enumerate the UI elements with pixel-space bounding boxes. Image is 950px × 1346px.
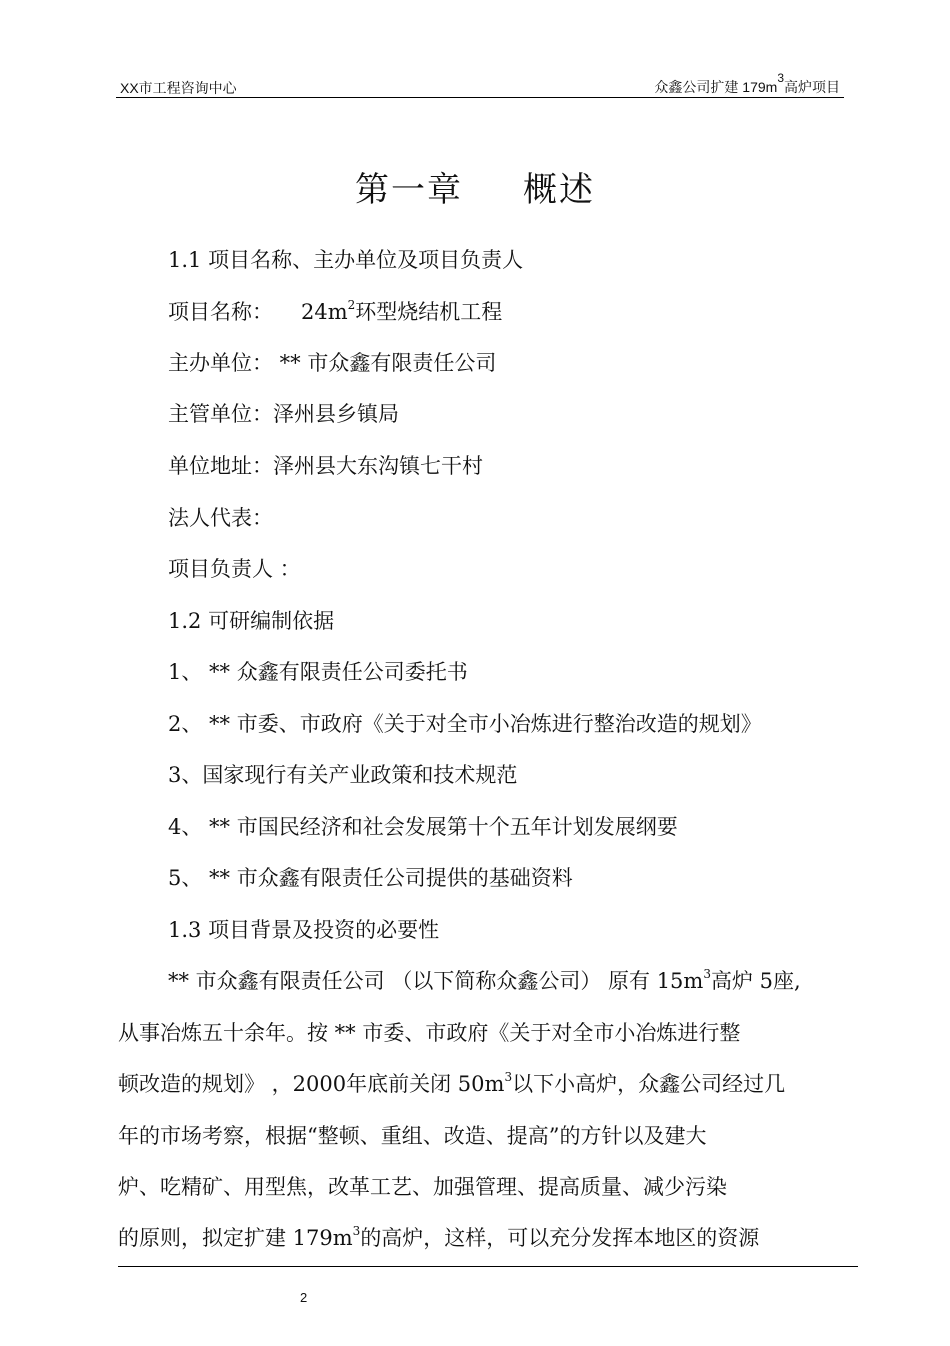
paragraph-line <box>168 965 801 995</box>
header-right-prefix: 众鑫公司扩建 179m <box>654 79 778 95</box>
paragraph-text: 的高炉，这样，可以充分发挥本地区的资源 <box>360 1226 760 1250</box>
footer-rule <box>118 1266 858 1267</box>
project-name-prefix: 24m <box>301 300 348 324</box>
section-1-3-heading: 1.3 项目背景及投资的必要性 <box>168 918 440 942</box>
cubic-superscript: 3 <box>504 1070 513 1084</box>
section-1-1-heading: 1.1 项目名称、主办单位及项目负责人 <box>168 248 524 272</box>
authority-line: 主管单位：泽州县乡镇局 <box>168 402 399 426</box>
legal-rep-line: 法人代表： <box>168 506 273 530</box>
paragraph-text: 以下小高炉，众鑫公司经过几 <box>512 1072 786 1096</box>
basis-item: 5、 ** 市众鑫有限责任公司提供的基础资料 <box>168 866 573 890</box>
address-line: 单位地址：泽州县大东沟镇七干村 <box>168 454 483 478</box>
chapter-title <box>0 162 950 211</box>
project-name-superscript: 2 <box>347 298 356 312</box>
paragraph-text: 高炉 5座, <box>710 969 801 993</box>
project-lead-line: 项目负责人 ： <box>168 557 301 581</box>
paragraph-text: 的原则，拟定扩建 179m <box>118 1226 353 1250</box>
paragraph-line <box>118 1222 759 1252</box>
section-1-2-heading: 1.2 可研编制依据 <box>168 609 335 633</box>
page-number: 2 <box>300 1290 308 1305</box>
chapter-name: 概述 <box>523 170 595 210</box>
basis-item: 4、 ** 市国民经济和社会发展第十个五年计划发展纲要 <box>168 815 678 839</box>
basis-item: 3、国家现行有关产业政策和技术规范 <box>168 763 518 787</box>
basis-item: 2、 ** 市委、市政府《关于对全市小冶炼进行整治改造的规划》 <box>168 712 762 736</box>
project-name-line <box>168 296 502 326</box>
header-right-suffix: 高炉项目 <box>784 79 840 95</box>
paragraph-text: ** 市众鑫有限责任公司 （以下简称众鑫公司） 原有 15m <box>168 969 704 993</box>
header-right-superscript: 3 <box>777 71 784 85</box>
paragraph-line: 从事冶炼五十余年。按 ** 市委、市政府《关于对全市小冶炼进行整 <box>118 1021 741 1045</box>
paragraph-line: 炉、吃精矿、用型焦，改革工艺、加强管理、提高质量、减少污染 <box>118 1175 727 1199</box>
project-name-label: 项目名称： <box>168 300 273 324</box>
header-rule <box>116 97 844 98</box>
header-right-text <box>654 71 840 97</box>
paragraph-line <box>118 1068 785 1098</box>
cubic-superscript: 3 <box>703 967 711 981</box>
chapter-number: 第一章 <box>355 170 463 210</box>
sponsor-line: 主办单位： ** 市众鑫有限责任公司 <box>168 351 497 375</box>
paragraph-line: 年的市场考察，根据“整顿、重组、改造、提高”的方针以及建大 <box>118 1124 707 1148</box>
paragraph-text: 顿改造的规划》 ，2000年底前关闭 50m <box>118 1072 505 1096</box>
basis-item: 1、 ** 众鑫有限责任公司委托书 <box>168 660 468 684</box>
header-left-text: XX市工程咨询中心 <box>120 80 237 96</box>
cubic-superscript: 3 <box>352 1224 361 1238</box>
project-name-suffix: 环型烧结机工程 <box>355 300 503 324</box>
